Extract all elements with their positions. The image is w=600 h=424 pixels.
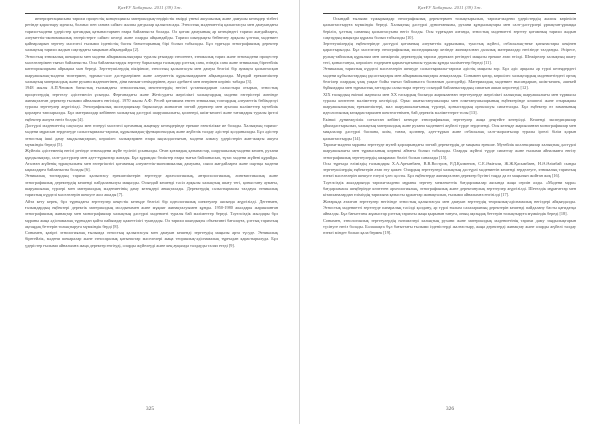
running-header: ҚазҰУ Хабаршы. 2011 (39) 3ж. bbox=[417, 5, 483, 10]
right-page-text: Осындай ғылыми тұжырымдар этнографиялық деректермен толықтырылып, тарихи-мәдени үдерістердің жалпы көрінісін қалыптастыруға мүмкіндік береді. Халықтың дәстүрлі дүниетанымы, рухани құндылықтары мен салт-дәстүрлері ұрпақтан-ұрпаққа беріліп, ұлттық сананың қалыптасуына негіз болды. Осы тұрғыдан алғанда, этностық мәдениетті зерттеу қоғамның тарихи жадын сақтаудың маңызды құралы болып табылады [10]. Зерттеушілердің еңбектерінде дәстүрлі қоғамның әлеуметтік құрылымы, туыстық жүйесі, отбасылық-неке қатынастары кеңінен қарастырылды. Бұл мәселелер этнографиялық экспедициялар кезінде жинақталған далалық материалдар негізінде талданды. Әсіресе, рулық-тайпалық құрылым мен шежірелік деректердің тарихи дереккөз ретіндегі маңызы ерекше атап өтілді. Шежірелер халықтың шығу тегі, қоныстануы, көршілес елдермен қарым-қатынасы туралы құнды мәліметтер береді [11]. Этникалық тарихтың күрделі мәселелерін шешуде салыстырмалы-тарихи әдістің маңызы зор. Бұл әдіс арқылы әр түрлі кезеңдердегі мәдени құбылыстардың ұқсастықтары мен айырмашылықтары анықталады. Сонымен қатар, көршілес халықтардың мәдениетіндегі ортақ белгілер олардың ұзақ уақыт бойы тығыз байланыста болғанын дәлелдейді. Материалдық мәдениет нысандарын, киім-кешек, әшекей бұйымдары мен тұрмыстық заттарды салыстыра зерттеу осындай байланыстардың сипатын ашып көрсетеді [12]. ХІХ ғасырдың екінші жартысы мен ХХ ғасырдың басында жарияланған зерттеулерде жергілікті халықтың шаруашылығы мен тұрмысы туралы көптеген мәліметтер келтірілді. Орыс шығыстанушылары мен өлкетанушыларының еңбектерінде көшпелі және отырықшы шаруашылықтың ерекшеліктері, мал шаруашылығының түрлері, қоныстардың орналасуы сипатталды. Бұл еңбектер өз заманының идеологиялық көзқарастарымен шектелгенімен, бай деректік мәліметтерге толы [13]. Екінші дүниежүзілік соғыстан кейінгі кезеңде этнографиялық зерттеулер жаңа деңгейге көтерілді. Кешенді экспедициялар ұйымдастырылып, халықтың материалдық және рухани мәдениеті жүйелі түрде зерделенді. Осы кезеңде жарияланған монографиялар мен мақалалар дәстүрлі баспана, киім, тағам, қолөнер, әдет-ғұрып және отбасылық салт-жоралғылар туралы іргелі білім қорын қалыптастырды [14]. Тарихи-мәдени мұраны зерттеуде музей қорларындағы заттай деректердің де маңызы ерекше. Музейлік коллекциялар халықтың дәстүрлі шаруашылығы мен тұрмысының көрнекі айғағы болып табылады. Оларды жүйелі түрде сипаттау және ғылыми айналымға енгізу этнографиялық зерттеулердің ажырамас бөлігі болып саналады [15]. Осы тұрғыда еліміздің ғалымдары Х.А.Арғынбаев, В.В.Востров, Р.Д.Қалменов, С.Е.Әжіғали, Ж.Ж.Қасымбаев, Н.Ә.Әлімбай сынды зерттеушілердің еңбектерін атап өту қажет. Олардың зерттеулері халықтың дәстүрлі мәдениетін кешенді зерделеуге, этникалық тарихтың өзекті мәселелерін шешуге елеулі үлес қосты. Бұл еңбектерде жинақталған деректер бүгінгі таңда да өз маңызын жойған жоқ [16]. Тәуелсіздік жылдарында тарихи-мәдени мұраны зерттеу мемлекеттік бағдарламалар аясында жаңа серпін алды. «Мәдени мұра» бағдарламасы шеңберінде көптеген археологиялық, этнографиялық және деректанулық зерттеулер жүргізілді. Шетелдік мұрағаттар мен кітапханалардан еліміздің тарихына қатысты құжаттар жинақталып, ғылыми айналымға енгізілді [17]. Жоғарыда аталған зерттеулер негізінде этностың қалыптасуы мен дамуын зерттеудің теориялық-әдіснамалық негіздері айқындалды. Этностық мәдениетті зерттеуде пәнаралық тәсілді қолдану, әр түрлі ғылым салаларының деректерін кешенді пайдалану басты қағидатқа айналды. Бұл бағыттағы жұмыстар ұлттық тарихты жаңа қырынан тануға, оның ақтаңдақ беттерін толықтыруға мүмкіндік береді [18]. Сонымен, этнологиялық зерттеулердің нәтижелері халықтың рухани және материалдық мәдениетінің тарихи даму заңдылықтарын түсінуге негіз болады. Болашақта бұл бағыттағы ғылыми ізденістерді жалғастыру, жаңа деректерді жинақтау және оларды жүйелі талдау өзекті міндет болып қала бермек [19]. bbox=[323, 16, 576, 236]
header-rule bbox=[323, 13, 576, 14]
left-page-text: интерпретациясына тарихи процестің концепциясы материалдық-өндірістік өмірді үнемі ашушылық және дамушы кезеңдер тізбегі ретінде қарастыру идеясы, болмыс пен санаға сәйкес жалпы дағдылар қалыптасады. Этностық мәдениеттің қалыптасуы мен дамуындағы тарихи-мәдени үдерістер қоғамдық қатынастармен өзара байланыста болады. Ол қоғам дамуының әр кезеңіндегі тарихи жағдайларға, әлеуметтік-экономикалық өзгерістерге сәйкес келеді және оларды айқындайды. Тарихи шындықты бейнелеу арқылы ұлттық мәдениет қайнарларын зерттеу мәселесі ғылыми ізденістің басты бағыттарының бірі болып табылады. Бұл тұрғыда этнографиялық деректер халықтың тарихи жадын сақтаудағы маңызын айқындайды [2]. Этностың этникалық шекарасы мен мәдени айырмашылықтары туралы ұғымдар этногенез, этникалық тарих және этномәдени процестер мәселелерімен тығыз байланысты. Осы байланыстарды зерттеу барысында ғалымдар ұлттық сана, өзіндік сана және этникалық бірегейлік категорияларына айрықша мән береді. Зерттеушілердің пікірінше, этностың қалыптасуы мен дамуы белгілі бір аумақта қалыптасқан шаруашылық-мәдени типтермен, тұрмыс-салт дәстүрлерімен және әлеуметтік құрылымдармен айқындалады. Мұндай ерекшеліктер халықтың материалдық және рухани мәдениетінен, діни наным-сенімдерінен, ауыз әдебиеті мен өнерінен көрініс табады [3]. 1948 жылы А.П.Чешков батыстық ғылымдағы этнологиялық мектептердің негізгі ұстанымдарын салыстыра отырып, этностық процестердің зерттелу әдістемесін ұсынды. Ферғанадағы және Жетісудағы жергілікті халықтардың мәдени өзгерістері жөнінде жинақталған деректер ғылыми айналымға енгізілді. 1970 жылы А.Ф. Ресей қоғамына енген этникалық топтардың әлеуметтік бейімделуі туралы зерттеулер жүргізілді. Этнографиялық экспедициялар барысында жиналған заттай деректер мен ауызша мәліметтер музейлік қорларға тапсырылды. Бұл материалдар кейіннен халықтың дәстүрлі шаруашылығы, қолөнері, киім-кешегі және тағамдары туралы іргелі еңбектер жазуға негіз болды [4]. Дәстүрлі мәдениеттің сақталуы мен өзгеруі мәселесі қоғамның жаңғыру кезеңдерінде ерекше өзектілікке ие болады. Халықтың тарихи-мәдени мұрасын зерделеуде салыстырмалы-тарихи, құрылымдық-функционалдық және жүйелік талдау әдістері қолданылады. Бұл әдістер этностың ішкі даму заңдылықтарын, көршілес халықтармен өзара ықпалдастығын, мәдени алмасу үдерістерін жан-жақты ашуға мүмкіндік береді [5]. Жүйелік әдістеменің негізі ретінде этномәдени жүйе түсінігі ұсынылды. Оған қоғамдық қатынастар, шаруашылық-мәдени кешен, рухани құндылықтар, салт-дәстүрлер мен әдет-ғұрыптар жатады. Бұл құрамдас бөліктер өзара тығыз байланысып, тұтас мәдени жүйені құрайды. Аталған жүйенің тұрақтылығы мен өзгергіштігі қоғамның әлеуметтік-экономикалық дамуына, саяси жағдайларға және сыртқы мәдени ықпалдарға байланысты болады [6]. Этникалық топтардың тарихи қалыптасу ерекшеліктерін зерттеуде археологиялық, антропологиялық, лингвистикалық және этнографиялық деректердің кешенді пайдаланылуы маңызды. Осындай кешенді тәсіл арқылы халықтың шығу тегі, қоныстану аумағы, шаруашылық түрлері мен материалдық мәдениетінің даму кезеңдері анықталады. Деректердің салыстырмалы талдауы этникалық тарихтың күрделі мәселелерін шешуге жол ашады [7]. Айта кету керек, бұл тұрғыдағы зерттеулер кеңестік кезеңде белгілі бір идеологиялық шектеулер аясында жүргізілді. Дегенмен, ғалымдардың еңбектері деректік материалдың молдығымен және мұқият жинақталуымен құнды. 1950-1980 жылдары жарияланған этнографиялық жинақтар мен монографиялар халықтың дәстүрлі мәдениеті туралы бай мәліметтер береді. Тәуелсіздік жылдары бұл мұраны жаңа әдіснамалық тұрғыдан қайта пайымдау қажеттілігі туындады. Ол тарихи шындықты объективті бағалауға, ұлттық тарихтың ақтаңдақ беттерін толықтыруға мүмкіндік берді [8]. Сонымен, қазіргі этнологиялық ғылымда этностың қалыптасуы мен дамуын кешенді зерттеудің маңызы арта түсуде. Этникалық бірегейлік, мәдени шекаралар және этносаралық қатынастар мәселелері жаңа теориялық-әдіснамалық тұрғыдан қарастырылуда. Бұл үдерістер ғылыми айналымға жаңа деректер енгізуді, оларды жүйелеуді және кең ауқымда талдауды талап етеді [9]. bbox=[25, 16, 278, 248]
page-number: 325 bbox=[145, 406, 155, 412]
header-rule bbox=[25, 13, 278, 14]
right-page bbox=[300, 0, 600, 424]
running-header: ҚазҰУ Хабаршы. 2011 (39) 3ж. bbox=[117, 5, 183, 10]
page-number: 326 bbox=[445, 406, 455, 412]
